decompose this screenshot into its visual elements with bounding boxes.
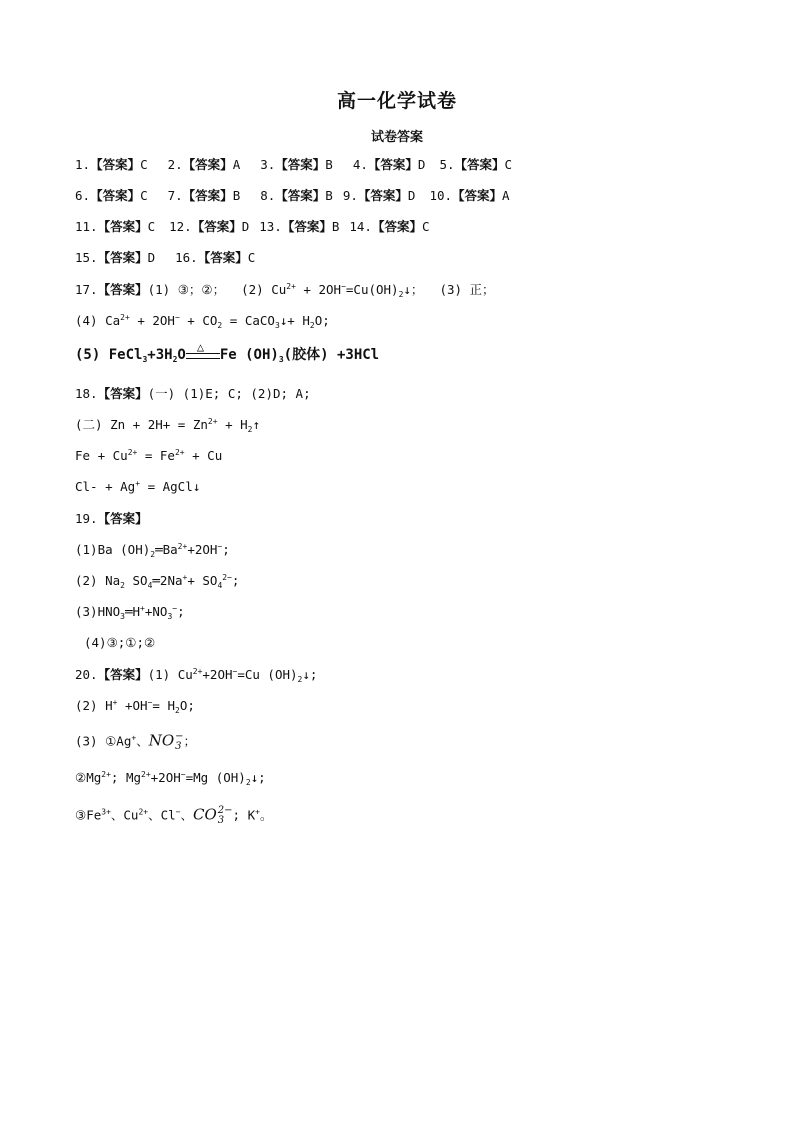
eq-text: ↑ [252, 417, 261, 432]
eq-text: + 2OH [295, 282, 342, 297]
subscript: 3 [167, 612, 173, 621]
eq-text: (1)Ba (OH) [75, 542, 151, 557]
q18-line-2 [75, 417, 260, 433]
q18-line-3 [75, 448, 222, 464]
superscript: 3+ [101, 807, 111, 817]
answer-label: 【答案】 [90, 188, 141, 203]
eq-text: + CO [179, 313, 218, 328]
answer-row-1 [75, 157, 512, 173]
superscript: 2+ [127, 448, 138, 457]
q-number: 6. [75, 188, 91, 203]
q17-part-1: (1) ③；②； [147, 282, 226, 297]
subscript: 2 [245, 778, 251, 787]
eq-text: (2) Na [75, 573, 121, 588]
eq-text: + SO [187, 573, 218, 588]
answer-label: 【答案】 [182, 157, 233, 172]
q-number: 20. [75, 667, 98, 682]
superscript: − [341, 282, 346, 291]
answer-label: 【答案】 [197, 250, 248, 265]
answer-value: C [421, 219, 430, 234]
q-number: 17. [75, 282, 98, 297]
nitrate-ion [149, 732, 184, 752]
q17-line-2 [75, 313, 330, 329]
subscript: 2 [174, 706, 180, 715]
eq-text: = CaCO [222, 313, 275, 328]
double-bar [186, 353, 220, 359]
q20-line-4 [75, 770, 266, 786]
superscript: − [175, 807, 181, 817]
eq-text: = AgCl↓ [140, 479, 201, 494]
answer-value: C [147, 219, 156, 234]
page-title: 高一化学试卷 [336, 90, 457, 112]
superscript: − [180, 770, 186, 779]
q-number: 5. [439, 157, 455, 172]
eq-text: Fe (OH) [219, 347, 279, 363]
answer-label: 【答案】 [97, 511, 148, 526]
q-number: 12. [169, 219, 192, 234]
subscript: 2 [172, 355, 178, 364]
q-number: 13. [259, 219, 282, 234]
eq-text: 、Cl [148, 807, 176, 823]
answer-value: D [417, 157, 426, 172]
eq-text: ↓； [403, 282, 424, 297]
eq-text: + Cu [184, 448, 223, 463]
eq-text: = H [152, 698, 175, 713]
superscript: − [174, 313, 180, 322]
eq-text: = Fe [137, 448, 175, 463]
q18-line-1 [75, 386, 311, 402]
subscript: 2 [297, 675, 303, 684]
q20-line-2 [75, 698, 195, 714]
eq-text: ; [177, 604, 185, 619]
carbonate-ion [193, 806, 233, 826]
eq-text: +OH [117, 698, 148, 713]
answer-label: 【答案】 [371, 219, 422, 234]
eq-text: + H [217, 417, 248, 432]
eq-text: ③Fe [75, 807, 102, 823]
superscript: 2+ [286, 282, 296, 291]
eq-text: (2) H [75, 698, 113, 713]
q17-part-3: (3) 正； [439, 282, 495, 297]
eq-text: 。 [259, 807, 273, 823]
subscript: 4 [147, 581, 153, 590]
superscript: + [135, 479, 141, 488]
answer-label: 【答案】 [97, 386, 148, 401]
q-number: 2. [167, 157, 183, 172]
answer-value: D [147, 250, 156, 265]
ion-subscript: 3 [217, 815, 225, 826]
eq-text: (2) Cu [241, 282, 287, 297]
subscript: 3 [142, 355, 148, 364]
eq-text: ═Ba [155, 542, 178, 557]
superscript: + [112, 698, 118, 707]
ion-symbol: NO [148, 731, 175, 750]
superscript: − [172, 604, 178, 613]
eq-text: ; K [232, 807, 256, 823]
answer-value: B [325, 188, 333, 203]
eq-text: (4) Ca [75, 313, 121, 328]
q19-part-4: (4)③;①;② [84, 635, 156, 650]
superscript: + [131, 733, 137, 743]
eq-text: O; [179, 698, 195, 713]
q19-line-5 [84, 635, 155, 651]
eq-text: Cl- + Ag [75, 479, 136, 494]
eq-text: (3) ①Ag [75, 733, 132, 749]
subscript: 3 [274, 321, 280, 330]
answer-label: 【答案】 [191, 219, 242, 234]
superscript: 2+ [120, 313, 130, 322]
answer-label: 【答案】 [182, 188, 233, 203]
answer-row-2 [75, 188, 510, 204]
superscript: 2+ [101, 770, 111, 779]
q-number: 14. [349, 219, 372, 234]
subscript: 2 [120, 581, 125, 590]
q-number: 1. [75, 157, 91, 172]
answer-value: C [140, 188, 148, 203]
eq-text: 、 [136, 733, 149, 749]
answer-value: B [232, 188, 241, 203]
eq-text: 、Cu [110, 807, 139, 823]
eq-text: O [177, 347, 186, 363]
eq-text: +2OH [150, 770, 181, 785]
eq-text: ②Mg [75, 770, 102, 785]
eq-text: ↓; [250, 770, 266, 785]
q-number: 19. [75, 511, 98, 526]
q-number: 10. [429, 188, 453, 203]
eq-text: +2OH [202, 667, 233, 682]
q-number: 18. [75, 386, 98, 401]
q-number: 4. [352, 157, 368, 172]
answer-value: A [232, 157, 241, 172]
answer-label: 【答案】 [454, 157, 505, 172]
superscript: + [140, 604, 145, 613]
answer-value: B [325, 157, 333, 172]
answer-row-4 [75, 250, 255, 266]
ion-subscript: 3 [175, 741, 182, 752]
superscript: 2+ [207, 417, 218, 426]
subscript: 3 [120, 612, 125, 621]
eq-text: Fe + Cu [75, 448, 128, 463]
heat-triangle-icon: △ [196, 340, 205, 354]
heating-equals-sign [186, 340, 220, 362]
q17-line-1 [75, 282, 495, 298]
answer-label: 【答案】 [357, 188, 408, 203]
superscript: + [255, 807, 260, 817]
answer-value: D [407, 188, 416, 203]
ion-charge: 2− [217, 805, 233, 816]
q19-line-1 [75, 511, 148, 527]
q17-line-3 [75, 340, 380, 364]
answer-label: 【答案】 [97, 219, 148, 234]
ion-charge-stack [218, 806, 233, 826]
eq-text: (5) FeCl [75, 347, 143, 363]
superscript: 2+ [177, 542, 188, 551]
superscript: − [147, 698, 153, 707]
q19-line-3 [75, 573, 239, 589]
answer-label: 【答案】 [275, 157, 326, 172]
q20-line-5 [75, 806, 272, 826]
answer-value: C [140, 157, 148, 172]
eq-text: O; [314, 313, 330, 328]
eq-text: =Cu (OH) [237, 667, 298, 682]
eq-text: SO [124, 573, 148, 588]
superscript: + [182, 573, 188, 582]
eq-text: +2OH [187, 542, 218, 557]
ion-charge: − [175, 731, 184, 742]
answer-label: 【答案】 [275, 188, 326, 203]
subscript: 2 [150, 550, 156, 559]
eq-text: +3H [147, 347, 173, 363]
answer-value: A [502, 188, 510, 203]
eq-text: (胶体) +3HCl [283, 347, 380, 363]
q19-line-4 [75, 604, 185, 620]
superscript: 2+ [174, 448, 185, 457]
answer-value: C [247, 250, 256, 265]
superscript: − [232, 667, 238, 676]
superscript: 2− [222, 573, 232, 582]
subscript: 2 [309, 321, 315, 330]
eq-text: =Cu(OH) [345, 282, 399, 297]
answer-value: C [504, 157, 513, 172]
answer-label: 【答案】 [97, 250, 148, 265]
eq-text: ↓+ H [279, 313, 310, 328]
q-number: 9. [342, 188, 358, 203]
ion-charge-stack [175, 732, 183, 752]
page-subtitle: 试卷答案 [370, 130, 423, 145]
answer-label: 【答案】 [90, 157, 141, 172]
eq-text: + 2OH [129, 313, 175, 328]
superscript: − [217, 542, 223, 551]
eq-text: ═2Na [152, 573, 183, 588]
eq-text: ═H [124, 604, 141, 619]
subscript: 2 [398, 290, 404, 299]
q18-line-4 [75, 479, 200, 495]
q18-part-1: (一) (1)E; C; (2)D; A; [147, 386, 311, 401]
eq-text: (3)HNO [75, 604, 121, 619]
q-number: 11. [75, 219, 98, 234]
eq-text: ; [231, 573, 240, 588]
q-number: 7. [167, 188, 183, 203]
q-number: 16. [175, 250, 198, 265]
q-number: 3. [260, 157, 276, 172]
ion-symbol: CO [193, 805, 217, 824]
q-number: 15. [75, 250, 98, 265]
eq-text: (1) Cu [147, 667, 193, 682]
eq-text: ; Mg [110, 770, 142, 785]
answer-value: D [241, 219, 250, 234]
eq-text: ↓; [302, 667, 318, 682]
subscript: 2 [247, 425, 253, 434]
eq-text: =Mg (OH) [185, 770, 246, 785]
q19-line-2 [75, 542, 230, 558]
answer-value: B [331, 219, 340, 234]
answer-label: 【答案】 [97, 282, 148, 297]
superscript: 2+ [192, 667, 203, 676]
superscript: 2+ [141, 770, 151, 779]
q20-line-3 [75, 732, 196, 752]
subscript: 2 [217, 321, 223, 330]
answer-label: 【答案】 [452, 188, 503, 203]
q20-line-1 [75, 667, 317, 683]
eq-text: +NO [144, 604, 168, 619]
answer-row-3 [75, 219, 430, 235]
answer-label: 【答案】 [281, 219, 332, 234]
eq-text: ; [222, 542, 230, 557]
superscript: 2+ [138, 807, 149, 817]
answer-label: 【答案】 [97, 667, 148, 682]
subscript: 3 [278, 355, 284, 364]
eq-text: ； [183, 733, 197, 749]
subscript: 4 [217, 581, 223, 590]
q-number: 8. [260, 188, 276, 203]
answer-label: 【答案】 [367, 157, 418, 172]
eq-text: (二) Zn + 2H+ = Zn [75, 417, 208, 432]
eq-text: 、 [180, 807, 194, 823]
